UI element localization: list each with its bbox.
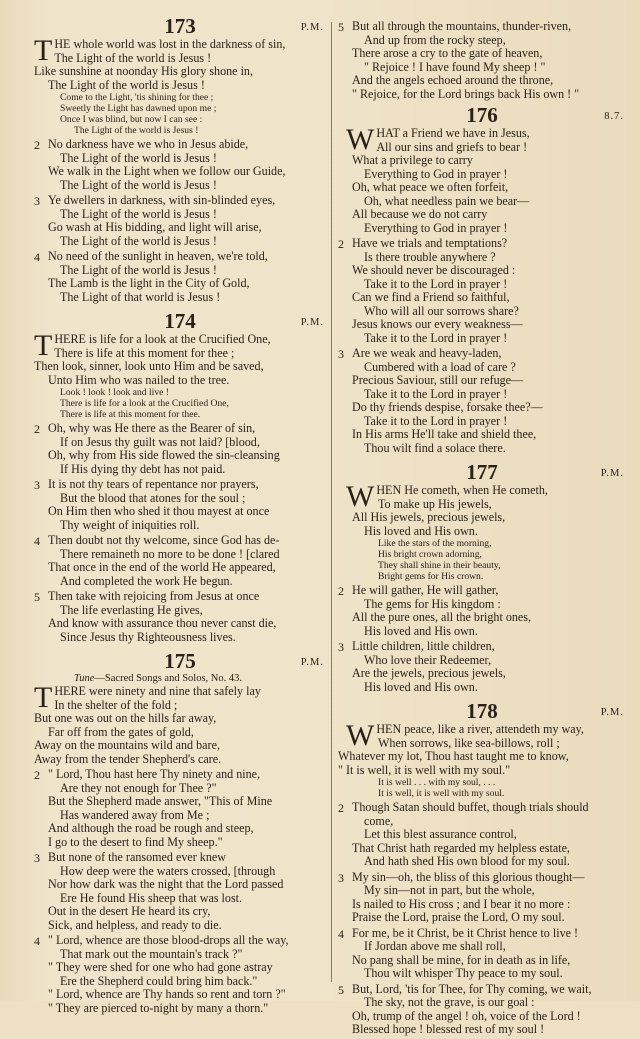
verse-line: Though Satan should buffet, though trials should (352, 800, 589, 814)
verse-2 (34, 768, 326, 849)
verse-line: The Light of the world is Jesus ! (60, 262, 217, 277)
verse-line: Are they not enough for Thee ?" (60, 780, 217, 795)
verse-line: How deep were the waters crossed, [through (60, 863, 276, 878)
hymn-number: 173 (164, 14, 196, 38)
verse-line: Sick, and helpless, and ready to die. (48, 917, 222, 932)
hymn-number: 176 (466, 103, 498, 127)
verse-line: Are the jewels, precious jewels, (352, 666, 506, 680)
verse-line: Jesus knows our every weakness— (352, 317, 523, 331)
verse-2 (338, 237, 626, 345)
verse-line: There arose a cry to the gate of heaven, (352, 46, 543, 60)
verse-3 (338, 347, 626, 455)
verse-line: " They are pierced to-night by many a thorn." (48, 1000, 269, 1015)
verse-line: We walk in the Light when we follow our Guide, (48, 164, 286, 178)
verse-line: Who love their Redeemer, (364, 652, 492, 667)
hymn-number: 174 (164, 309, 196, 333)
hymn-number: 177 (466, 460, 498, 484)
verse-number: 2 (338, 801, 344, 815)
verse-line: Have we trials and temptations? (352, 236, 508, 250)
verse-line: On Him then who shed it thou mayest at once (48, 504, 270, 518)
verse-line: If on Jesus thy guilt was not laid? [blood, (60, 434, 260, 449)
tune-label: Tune (74, 673, 95, 684)
drop-cap: W (346, 123, 375, 156)
verse-line: Nor how dark was the night that the Lord passed (48, 877, 284, 891)
verse-line: And up from the rocky steep, (364, 32, 506, 47)
verse-line: Everything to God in prayer ! (364, 166, 508, 181)
hymn-header (338, 699, 626, 723)
verse-line: The Light of the world is Jesus ! (60, 206, 217, 221)
verse-line: Oh, why from His side flowed the sin-cleansing (48, 448, 280, 462)
verse-number: 2 (338, 584, 344, 598)
verse-2 (338, 801, 626, 869)
verse-line: For me, be it Christ, be it Christ hence to live ! (352, 925, 579, 940)
verse-line: But the Shepherd made answer, "This of Mine (48, 794, 273, 808)
verse-line: When sorrows, like sea-billows, roll ; (378, 735, 560, 750)
verse-line: " They were shed for one who had gone astray (48, 960, 273, 974)
verse-line: Everything to God in prayer ! (364, 220, 508, 235)
verse-line: The Light of the world is Jesus ! (60, 150, 217, 165)
verse-number: 3 (34, 851, 40, 865)
verse-line: Oh, what needless pain we bear— (364, 193, 530, 208)
verse-line: No need of the sunlight in heaven, we're told, (48, 249, 268, 263)
verse-line: " Lord, whence are Thy hands so rent and torn ?" (48, 987, 286, 1001)
verse-line: Take it to the Lord in prayer ! (364, 386, 508, 401)
verse-line: Are we weak and heavy-laden, (352, 346, 502, 360)
verse-line: If Jordan above me shall roll, (364, 939, 506, 953)
hymn-header (34, 309, 326, 333)
verse-line: In His arms He'll take and shield thee, (352, 427, 537, 441)
verse-line: " Rejoice, for the Lord brings back His own ! " (352, 86, 580, 101)
verse-2 (34, 138, 326, 192)
verse-line: That Christ hath regarded my helpless estate, (352, 840, 570, 855)
verse-line: Since Jesus thy Righteousness lives. (60, 629, 236, 644)
verse-4 (34, 934, 326, 1015)
verse-number: 4 (34, 934, 40, 948)
verse-line: " Rejoice ! I have found My sheep ! " (364, 59, 546, 74)
verse-line: In the shelter of the fold ; (54, 697, 178, 712)
verse-line: To make up His jewels, (378, 496, 492, 511)
drop-cap: W (346, 480, 375, 513)
chorus-line: It is well, it is well with my soul. (378, 788, 505, 799)
verse-number: 5 (34, 590, 40, 604)
verse-line: HE whole world was lost in the darkness of sin, (54, 37, 286, 51)
verse-line: All the pure ones, all the bright ones, (352, 610, 532, 624)
verse-line: The Light of the world is Jesus ! (48, 77, 205, 92)
verse-line: But one was out on the hills far away, (34, 711, 217, 725)
drop-cap: W (346, 719, 375, 752)
chorus-line: His bright crown adorning, (378, 549, 482, 560)
hymn-header (34, 14, 326, 38)
verse-line: And the angels echoed around the throne, (352, 73, 554, 87)
chorus-line: Look ! look ! look and live ! (60, 387, 169, 398)
verse-line: Oh, why was He there as the Bearer of sin, (48, 421, 256, 435)
hymn-174 (34, 309, 326, 644)
verse-line: Ye dwellers in darkness, with sin-blinded eyes, (48, 193, 276, 207)
verse-line: That once in the end of the world He appeared, (48, 560, 276, 574)
hymn-number: 175 (164, 649, 196, 673)
verse-number: 3 (34, 194, 40, 208)
chorus-line: Like the stars of the morning, (378, 538, 492, 549)
verse-line: But none of the ransomed ever knew (48, 850, 226, 864)
verse-4 (34, 250, 326, 304)
verse-line: Is nailed to His cross ; and I bear it no more : (352, 896, 571, 911)
verse-line: Far off from the gates of gold, (48, 724, 194, 739)
verse-line: Thou wilt whisper Thy peace to my soul. (364, 966, 563, 980)
hymn-header (338, 103, 626, 127)
drop-cap: T (34, 34, 53, 67)
verse-line: Cumbered with a load of care ? (364, 359, 516, 374)
verse-4 (338, 927, 626, 981)
verse-line: The Light of that world is Jesus ! (60, 289, 221, 304)
verse-line: Ere He found His sheep that was lost. (60, 890, 243, 905)
verse-line: HERE were ninety and nine that safely lay (54, 684, 261, 698)
drop-cap: T (34, 681, 53, 714)
verse-line: The Lamb is the light in the City of Gold, (48, 276, 250, 290)
hymn-meter: P.M. (300, 657, 324, 668)
verse-number: 3 (338, 347, 344, 361)
verse-line: Precious Saviour, still our refuge— (352, 373, 524, 387)
verse-3 (34, 851, 326, 932)
chorus-line: Come to the Light, 'tis shining for thee ; (60, 92, 214, 103)
verse-line: Oh, what peace we often forfeit, (352, 180, 509, 194)
verse-line: Blessed hope ! blessed rest of my soul ! (352, 1022, 545, 1036)
verse-1 (338, 123, 626, 235)
verse-line: The Light of the world is Jesus ! (60, 177, 217, 192)
verse-line: What a privilege to carry (352, 153, 473, 167)
verse-line: Can we find a Friend so faithful, (352, 290, 510, 304)
verse-line: Then doubt not thy welcome, since God has de- (48, 533, 280, 547)
chorus-line: They shall shine in their beauty, (378, 560, 501, 571)
verse-line: Away from the tender Shepherd's care. (34, 751, 222, 766)
verse-line: The Light of the world is Jesus ! (60, 233, 217, 248)
verse-1 (34, 681, 326, 766)
verse-line: But all through the mountains, thunder-riven, (352, 19, 572, 33)
verse-line: come, (364, 813, 394, 828)
verse-1 (338, 719, 626, 799)
verse-line: Then take with rejoicing from Jesus at once (48, 589, 260, 603)
verse-line: No darkness have we who in Jesus abide, (48, 137, 249, 151)
verse-3 (338, 640, 626, 694)
hymn-meter: P.M. (600, 468, 624, 479)
hymn-meter: 8.7. (604, 111, 624, 122)
verse-line: I go to the desert to find My sheep." (48, 834, 223, 849)
verse-2 (338, 584, 626, 638)
verse-line: My sin—not in part, but the whole, (364, 883, 535, 897)
verse-line: Go wash at His bidding, and light will arise, (48, 220, 262, 234)
verse-line: The life everlasting He gives, (60, 602, 203, 617)
verse-number: 2 (34, 422, 40, 436)
hymn-number: 178 (466, 699, 498, 723)
verse-line: The Light of the world is Jesus ! (54, 50, 212, 65)
hymn-176 (338, 103, 626, 455)
verse-line: His loved and His own. (364, 623, 478, 638)
verse-line: All His jewels, precious jewels, (352, 510, 506, 524)
hymn-177 (338, 460, 626, 694)
chorus-line: The Light of the world is Jesus ! (74, 125, 199, 136)
verse-line: All because we do not carry (352, 207, 488, 221)
hymn-173 (34, 14, 326, 304)
hymn-meter: P.M. (600, 707, 624, 718)
verse-line: Thy weight of iniquities roll. (60, 517, 200, 532)
chorus-line: Bright gems for His crown. (378, 571, 484, 582)
hymn-meter: P.M. (300, 22, 324, 33)
verse-line: Take it to the Lord in prayer ! (364, 413, 508, 428)
chorus-line: Once I was blind, but now I can see : (60, 114, 203, 125)
verse-line: My sin—oh, the bliss of this glorious thought— (352, 869, 585, 884)
verse-line: No pang shall be mine, for in death as in life, (352, 952, 571, 967)
right-column (338, 14, 626, 1039)
verse-line: " Lord, whence are those blood-drops all the way, (48, 933, 289, 947)
chorus-line: There is life at this moment for thee. (60, 409, 201, 420)
verse-line: And hath shed His own blood for my soul. (364, 854, 570, 868)
verse-line: Thou wilt find a solace there. (364, 440, 506, 455)
verse-number: 4 (34, 250, 40, 264)
verse-5 (338, 983, 626, 1037)
verse-line: If His dying thy debt has not paid. (60, 461, 226, 476)
verse-5 (34, 590, 326, 644)
verse-line: HAT a Friend we have in Jesus, (376, 126, 530, 140)
hymn-178 (338, 699, 626, 1037)
verse-line: The gems for His kingdom : (364, 596, 501, 611)
verse-5 (338, 20, 626, 101)
verse-3 (34, 478, 326, 532)
verse-number: 3 (338, 640, 344, 654)
verse-line: That mark out the mountain's track ?" (60, 946, 243, 961)
verse-line: Ere the Shepherd could bring him back." (60, 973, 258, 988)
verse-1 (34, 34, 326, 136)
hymn-175 (34, 649, 326, 1015)
verse-line: Unto Him who was nailed to the tree. (48, 372, 230, 387)
verse-line: Is there trouble anywhere ? (364, 249, 496, 264)
chorus-line: Sweetly the Light has dawned upon me ; (60, 103, 217, 114)
verse-line: HEN He cometh, when He cometh, (376, 483, 548, 497)
verse-line: But, Lord, 'tis for Thee, for Thy coming, we wait, (352, 981, 592, 996)
verse-2 (34, 422, 326, 476)
verse-line: The sky, not the grave, is our goal : (364, 995, 535, 1009)
verse-3 (338, 871, 626, 925)
verse-line: Whatever my lot, Thou hast taught me to know, (338, 749, 569, 763)
verse-number: 5 (338, 20, 344, 34)
verse-line: Has wandered away from Me ; (60, 807, 210, 822)
verse-number: 5 (338, 982, 344, 997)
verse-line: All our sins and griefs to bear ! (376, 139, 528, 154)
drop-cap: T (34, 329, 53, 362)
verse-line: " It is well, it is well with my soul." (338, 762, 511, 777)
verse-line: " Lord, Thou hast here Thy ninety and nine, (48, 767, 261, 781)
verse-line: Like sunshine at noonday His glory shone in, (34, 64, 254, 78)
verse-line: But the blood that atones for the soul ; (60, 490, 246, 505)
verse-line: Who will all our sorrows share? (364, 303, 519, 318)
verse-line: And although the road be rough and steep, (48, 821, 254, 835)
verse-line: We should never be discouraged : (352, 263, 516, 277)
hymn-meter: P.M. (300, 317, 324, 328)
verse-line: Take it to the Lord in prayer ! (364, 330, 508, 345)
verse-number: 4 (34, 534, 40, 548)
verse-1 (338, 480, 626, 582)
verse-number: 2 (34, 138, 40, 152)
verse-line: His loved and His own. (364, 523, 478, 538)
verse-line: Little children, little children, (352, 639, 495, 653)
verse-number: 4 (338, 926, 344, 941)
verse-3 (34, 194, 326, 248)
verse-number: 2 (338, 237, 344, 251)
tune-reference (74, 673, 326, 684)
verse-line: HEN peace, like a river, attendeth my way, (376, 722, 584, 736)
hymn-header (34, 649, 326, 673)
column-divider (331, 22, 332, 982)
left-column (34, 14, 326, 1017)
verse-line: Do thy friends despise, forsake thee?— (352, 400, 543, 414)
verse-line: It is not thy tears of repentance nor prayers, (48, 477, 259, 491)
verse-line: Praise the Lord, praise the Lord, O my soul. (352, 910, 565, 924)
verse-number: 2 (34, 768, 40, 782)
verse-line: And completed the work He begun. (60, 573, 233, 588)
verse-number: 3 (34, 478, 40, 492)
verse-1 (34, 329, 326, 420)
tune-text: —Sacred Songs and Solos, No. 43. (94, 673, 243, 684)
verse-4 (34, 534, 326, 588)
hymn-header (338, 460, 626, 484)
verse-line: Let this blest assurance control, (364, 827, 517, 841)
verse-line: There is life at this moment for thee ; (54, 345, 235, 360)
verse-line: HERE is life for a look at the Crucified One, (54, 332, 271, 346)
verse-line: Oh, trump of the angel ! oh, voice of the Lord ! (352, 1008, 581, 1023)
verse-line: And know with assurance thou never canst die, (48, 616, 277, 630)
verse-line: His loved and His own. (364, 679, 478, 694)
verse-line: Out in the desert He heard its cry, (48, 904, 211, 918)
verse-line: Take it to the Lord in prayer ! (364, 276, 508, 291)
chorus-line: There is life for a look at the Crucified One, (60, 398, 229, 409)
verse-line: There remaineth no more to be done ! [clared (60, 546, 280, 561)
hymn-175-continued (338, 20, 626, 101)
verse-line: He will gather, He will gather, (352, 583, 499, 597)
verse-line: Away on the mountains wild and bare, (34, 738, 220, 752)
verse-number: 3 (338, 870, 344, 885)
chorus-line: It is well . . . with my soul, . . . (378, 777, 496, 788)
verse-line: Then look, sinner, look unto Him and be saved, (34, 359, 264, 373)
